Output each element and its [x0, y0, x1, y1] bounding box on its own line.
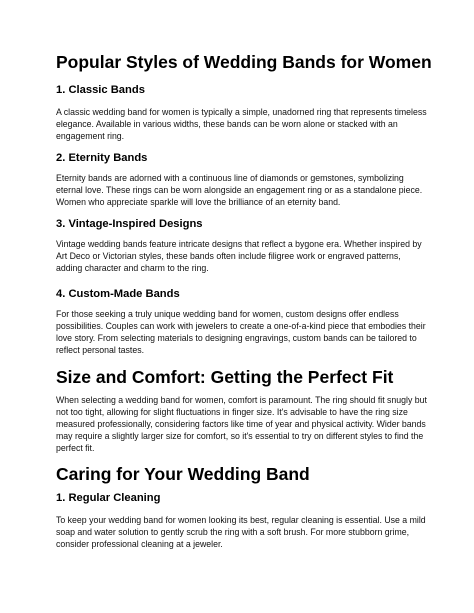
paragraph-custom-made-bands	[56, 308, 426, 356]
text-line: eternal love. These rings can be worn alongside an engagement ring or as a standalone piece.	[56, 185, 423, 195]
heading-vintage-designs: 3. Vintage-Inspired Designs	[56, 218, 203, 230]
paragraph-regular-cleaning	[56, 514, 426, 550]
paragraph-classic-bands	[56, 106, 427, 142]
text-line: may require a slightly larger size for comfort, so it's essential to try on different styles to find the	[56, 431, 424, 441]
text-line: For those seeking a truly unique wedding band for women, custom designs offer endless	[56, 309, 399, 319]
section-title-size-and-comfort: Size and Comfort: Getting the Perfect Fit	[56, 367, 394, 387]
text-line: engagement ring.	[56, 131, 125, 141]
text-line: Eternity bands are adorned with a continuous line of diamonds or gemstones, symbolizing	[56, 173, 404, 183]
section-title-caring: Caring for Your Wedding Band	[56, 464, 310, 484]
text-line: elegance. Available in various widths, these bands can be worn alone or stacked with an	[56, 119, 398, 129]
section-title-popular-styles: Popular Styles of Wedding Bands for Women	[56, 52, 432, 72]
text-line: To keep your wedding band for women looking its best, regular cleaning is essential. Use a mild	[56, 515, 426, 525]
text-line: adding character and charm to the ring.	[56, 263, 209, 273]
text-line: love story. From selecting materials to designing engravings, custom bands can be tailored to	[56, 333, 417, 343]
paragraph-eternity-bands	[56, 172, 422, 208]
heading-custom-made-bands: 4. Custom-Made Bands	[56, 288, 180, 300]
text-line: Vintage wedding bands feature intricate designs that reflect a bygone era. Whether inspired by	[56, 239, 422, 249]
text-line: A classic wedding band for women is typically a simple, unadorned ring that represents timeless	[56, 107, 427, 117]
text-line: possibilities. Couples can work with jewelers to create a one-of-a-kind piece that embodies their	[56, 321, 426, 331]
text-line: Women who appreciate sparkle will love the brilliance of an eternity band.	[56, 197, 341, 207]
heading-classic-bands: 1. Classic Bands	[56, 84, 145, 96]
paragraph-size-and-comfort	[56, 394, 427, 454]
text-line: measured professionally, considering factors like time of year and physical activity. Wider bands	[56, 419, 426, 429]
paragraph-vintage-designs	[56, 238, 422, 274]
text-line: Art Deco or Victorian styles, these bands often include filigree work or engraved patterns,	[56, 251, 401, 261]
text-line: soap and water solution to gently scrub the ring with a soft brush. For more stubborn grime,	[56, 527, 410, 537]
text-line: consider professional cleaning at a jeweler.	[56, 539, 223, 549]
text-line: When selecting a wedding band for women, comfort is paramount. The ring should fit snugly but	[56, 395, 427, 405]
text-line: not too tight, allowing for slight fluctuations in finger size. It's advisable to have the ring size	[56, 407, 408, 417]
heading-regular-cleaning: 1. Regular Cleaning	[56, 492, 161, 504]
text-line: reflect personal tastes.	[56, 345, 145, 355]
heading-eternity-bands: 2. Eternity Bands	[56, 152, 148, 164]
text-line: perfect fit.	[56, 443, 95, 453]
